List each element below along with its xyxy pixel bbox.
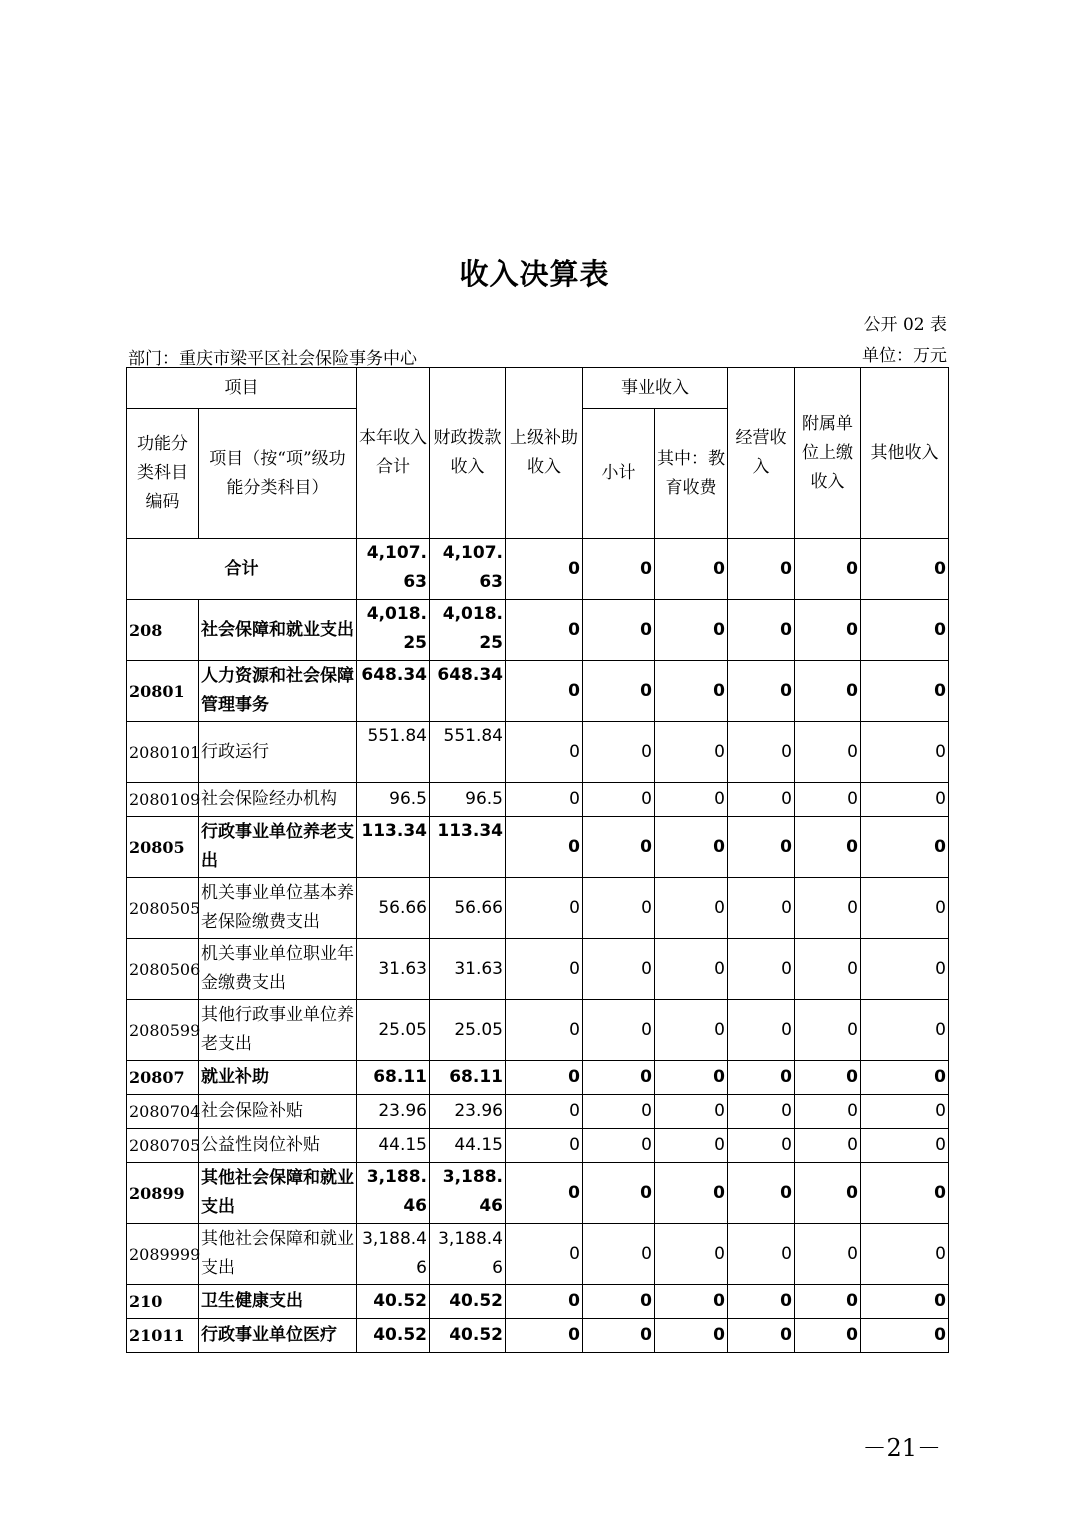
department-label: 部门：重庆市梁平区社会保险事务中心 bbox=[128, 349, 417, 369]
row-code: 2089999 bbox=[127, 1224, 199, 1285]
total-value: 0 bbox=[728, 539, 795, 600]
row-value: 23.96 bbox=[430, 1095, 506, 1129]
row-value: 0 bbox=[728, 1095, 795, 1129]
row-value: 0 bbox=[506, 661, 583, 722]
form-number: 公开 02 表 bbox=[863, 315, 947, 335]
row-name: 机关事业单位职业年金缴费支出 bbox=[199, 939, 357, 1000]
row-value: 0 bbox=[861, 878, 949, 939]
row-value: 0 bbox=[506, 783, 583, 817]
table-row bbox=[127, 878, 949, 939]
row-value: 0 bbox=[655, 1285, 728, 1319]
row-value: 0 bbox=[861, 817, 949, 878]
row-value: 0 bbox=[728, 1163, 795, 1224]
table-row bbox=[127, 661, 949, 722]
row-value: 44.15 bbox=[430, 1129, 506, 1163]
row-value: 113.34 bbox=[430, 817, 506, 878]
row-value: 0 bbox=[728, 1129, 795, 1163]
row-code: 210 bbox=[127, 1285, 199, 1319]
row-value: 0 bbox=[861, 661, 949, 722]
row-code: 208 bbox=[127, 600, 199, 661]
row-code: 20807 bbox=[127, 1061, 199, 1095]
row-value: 0 bbox=[583, 817, 655, 878]
row-name: 社会保障和就业支出 bbox=[199, 600, 357, 661]
row-value: 0 bbox=[583, 1285, 655, 1319]
row-name: 就业补助 bbox=[199, 1061, 357, 1095]
table-row bbox=[127, 817, 949, 878]
table-row bbox=[127, 939, 949, 1000]
row-value: 0 bbox=[655, 1224, 728, 1285]
row-value: 0 bbox=[861, 1061, 949, 1095]
row-value: 0 bbox=[795, 600, 861, 661]
row-value: 0 bbox=[728, 600, 795, 661]
row-value: 0 bbox=[795, 783, 861, 817]
row-value: 0 bbox=[506, 1095, 583, 1129]
table-row bbox=[127, 1129, 949, 1163]
row-value: 40.52 bbox=[430, 1285, 506, 1319]
row-value: 0 bbox=[861, 1095, 949, 1129]
total-value: 4,107.63 bbox=[357, 539, 430, 600]
row-code: 2080599 bbox=[127, 1000, 199, 1061]
row-value: 0 bbox=[795, 878, 861, 939]
row-value: 44.15 bbox=[357, 1129, 430, 1163]
row-value: 56.66 bbox=[357, 878, 430, 939]
row-value: 96.5 bbox=[357, 783, 430, 817]
header-item: 项目 bbox=[127, 368, 357, 409]
row-value: 0 bbox=[655, 722, 728, 783]
row-value: 40.52 bbox=[430, 1319, 506, 1353]
row-value: 0 bbox=[861, 600, 949, 661]
row-value: 0 bbox=[795, 661, 861, 722]
total-value: 0 bbox=[861, 539, 949, 600]
row-value: 0 bbox=[861, 1000, 949, 1061]
header-operating: 经营收入 bbox=[728, 368, 795, 539]
row-value: 0 bbox=[728, 1319, 795, 1353]
row-value: 0 bbox=[506, 1319, 583, 1353]
row-value: 3,188.46 bbox=[430, 1224, 506, 1285]
row-value: 648.34 bbox=[430, 661, 506, 722]
row-value: 0 bbox=[506, 600, 583, 661]
row-value: 40.52 bbox=[357, 1285, 430, 1319]
row-value: 3,188.46 bbox=[357, 1163, 430, 1224]
row-value: 0 bbox=[728, 1000, 795, 1061]
row-value: 551.84 bbox=[430, 722, 506, 783]
header-name: 项目（按“项”级功能分类科目） bbox=[199, 409, 357, 539]
row-value: 0 bbox=[795, 1224, 861, 1285]
table-row bbox=[127, 1095, 949, 1129]
header-fiscal: 财政拨款收入 bbox=[430, 368, 506, 539]
row-value: 0 bbox=[583, 783, 655, 817]
table-body bbox=[127, 539, 949, 1353]
row-value: 0 bbox=[861, 1285, 949, 1319]
table-row bbox=[127, 783, 949, 817]
row-code: 2080109 bbox=[127, 783, 199, 817]
row-value: 0 bbox=[655, 1061, 728, 1095]
total-value: 4,107.63 bbox=[430, 539, 506, 600]
row-value: 0 bbox=[583, 600, 655, 661]
row-value: 0 bbox=[655, 817, 728, 878]
row-value: 0 bbox=[655, 661, 728, 722]
page-title: 收入决算表 bbox=[459, 257, 610, 291]
header-business: 事业收入 bbox=[583, 368, 728, 409]
row-value: 0 bbox=[506, 1129, 583, 1163]
row-value: 0 bbox=[506, 878, 583, 939]
table-row bbox=[127, 1285, 949, 1319]
row-value: 0 bbox=[795, 939, 861, 1000]
row-name: 其他社会保障和就业支出 bbox=[199, 1224, 357, 1285]
row-value: 68.11 bbox=[357, 1061, 430, 1095]
row-value: 31.63 bbox=[357, 939, 430, 1000]
total-value: 0 bbox=[506, 539, 583, 600]
row-value: 0 bbox=[655, 1129, 728, 1163]
row-value: 0 bbox=[583, 661, 655, 722]
row-value: 4,018.25 bbox=[430, 600, 506, 661]
row-value: 0 bbox=[655, 600, 728, 661]
row-value: 0 bbox=[861, 722, 949, 783]
row-value: 0 bbox=[795, 1285, 861, 1319]
row-value: 0 bbox=[861, 1224, 949, 1285]
total-label: 合计 bbox=[127, 539, 357, 600]
row-value: 0 bbox=[583, 1319, 655, 1353]
row-value: 0 bbox=[795, 817, 861, 878]
row-value: 23.96 bbox=[357, 1095, 430, 1129]
row-value: 25.05 bbox=[430, 1000, 506, 1061]
row-code: 2080506 bbox=[127, 939, 199, 1000]
row-value: 25.05 bbox=[357, 1000, 430, 1061]
row-value: 0 bbox=[583, 1129, 655, 1163]
row-value: 31.63 bbox=[430, 939, 506, 1000]
row-code: 2080704 bbox=[127, 1095, 199, 1129]
row-code: 20899 bbox=[127, 1163, 199, 1224]
row-value: 0 bbox=[506, 1000, 583, 1061]
table-row bbox=[127, 1319, 949, 1353]
table-header bbox=[127, 368, 949, 539]
table-row-total bbox=[127, 539, 949, 600]
row-value: 40.52 bbox=[357, 1319, 430, 1353]
row-value: 0 bbox=[728, 661, 795, 722]
row-value: 0 bbox=[861, 1163, 949, 1224]
header-other: 其他收入 bbox=[861, 368, 949, 539]
row-value: 0 bbox=[861, 1319, 949, 1353]
table-row bbox=[127, 1061, 949, 1095]
row-value: 0 bbox=[795, 1319, 861, 1353]
header-total: 本年收入合计 bbox=[357, 368, 430, 539]
row-value: 0 bbox=[728, 878, 795, 939]
row-value: 3,188.46 bbox=[357, 1224, 430, 1285]
table-row bbox=[127, 1000, 949, 1061]
row-value: 0 bbox=[795, 1095, 861, 1129]
row-value: 0 bbox=[795, 1129, 861, 1163]
table-row bbox=[127, 1163, 949, 1224]
row-code: 21011 bbox=[127, 1319, 199, 1353]
row-value: 0 bbox=[583, 1163, 655, 1224]
row-name: 行政运行 bbox=[199, 722, 357, 783]
row-value: 68.11 bbox=[430, 1061, 506, 1095]
unit-label: 单位：万元 bbox=[862, 346, 947, 366]
row-name: 行政事业单位养老支出 bbox=[199, 817, 357, 878]
row-code: 2080505 bbox=[127, 878, 199, 939]
table-row bbox=[127, 600, 949, 661]
row-value: 3,188.46 bbox=[430, 1163, 506, 1224]
row-value: 0 bbox=[795, 1000, 861, 1061]
header-affiliated: 附属单位上缴收入 bbox=[795, 368, 861, 539]
row-value: 96.5 bbox=[430, 783, 506, 817]
header-edu: 其中：教育收费 bbox=[655, 409, 728, 539]
page-number: －21－ bbox=[862, 1434, 941, 1462]
row-value: 0 bbox=[506, 1061, 583, 1095]
row-value: 0 bbox=[506, 1285, 583, 1319]
row-name: 人力资源和社会保障管理事务 bbox=[199, 661, 357, 722]
row-value: 0 bbox=[506, 1163, 583, 1224]
row-value: 56.66 bbox=[430, 878, 506, 939]
row-code: 20805 bbox=[127, 817, 199, 878]
row-code: 2080705 bbox=[127, 1129, 199, 1163]
row-value: 0 bbox=[506, 939, 583, 1000]
row-value: 0 bbox=[655, 1163, 728, 1224]
row-value: 0 bbox=[583, 939, 655, 1000]
row-value: 0 bbox=[655, 1000, 728, 1061]
table-row bbox=[127, 1224, 949, 1285]
income-table bbox=[126, 367, 949, 1353]
row-name: 其他社会保障和就业支出 bbox=[199, 1163, 357, 1224]
total-value: 0 bbox=[655, 539, 728, 600]
row-value: 551.84 bbox=[357, 722, 430, 783]
row-value: 0 bbox=[795, 1061, 861, 1095]
row-value: 0 bbox=[728, 939, 795, 1000]
row-value: 648.34 bbox=[357, 661, 430, 722]
row-value: 0 bbox=[728, 1285, 795, 1319]
row-value: 0 bbox=[506, 1224, 583, 1285]
row-value: 0 bbox=[583, 1095, 655, 1129]
row-value: 0 bbox=[861, 783, 949, 817]
row-value: 0 bbox=[728, 1061, 795, 1095]
row-name: 公益性岗位补贴 bbox=[199, 1129, 357, 1163]
row-value: 0 bbox=[655, 1319, 728, 1353]
row-name: 机关事业单位基本养老保险缴费支出 bbox=[199, 878, 357, 939]
row-value: 113.34 bbox=[357, 817, 430, 878]
row-value: 0 bbox=[583, 1000, 655, 1061]
row-name: 其他行政事业单位养老支出 bbox=[199, 1000, 357, 1061]
row-name: 行政事业单位医疗 bbox=[199, 1319, 357, 1353]
row-value: 0 bbox=[583, 1061, 655, 1095]
row-value: 0 bbox=[655, 1095, 728, 1129]
row-code: 20801 bbox=[127, 661, 199, 722]
row-name: 社会保险补贴 bbox=[199, 1095, 357, 1129]
total-value: 0 bbox=[583, 539, 655, 600]
row-value: 0 bbox=[583, 878, 655, 939]
row-value: 0 bbox=[655, 878, 728, 939]
header-subtotal: 小计 bbox=[583, 409, 655, 539]
row-value: 0 bbox=[506, 722, 583, 783]
row-value: 0 bbox=[728, 817, 795, 878]
row-code: 2080101 bbox=[127, 722, 199, 783]
row-value: 0 bbox=[583, 1224, 655, 1285]
row-value: 0 bbox=[728, 722, 795, 783]
table-row bbox=[127, 722, 949, 783]
row-value: 0 bbox=[583, 722, 655, 783]
row-value: 0 bbox=[861, 939, 949, 1000]
row-value: 0 bbox=[655, 783, 728, 817]
header-superior: 上级补助收入 bbox=[506, 368, 583, 539]
row-value: 0 bbox=[506, 817, 583, 878]
row-value: 0 bbox=[795, 1163, 861, 1224]
row-value: 0 bbox=[728, 783, 795, 817]
total-value: 0 bbox=[795, 539, 861, 600]
row-value: 0 bbox=[861, 1129, 949, 1163]
row-value: 4,018.25 bbox=[357, 600, 430, 661]
header-code: 功能分类科目编码 bbox=[127, 409, 199, 539]
row-name: 社会保险经办机构 bbox=[199, 783, 357, 817]
row-value: 0 bbox=[728, 1224, 795, 1285]
row-name: 卫生健康支出 bbox=[199, 1285, 357, 1319]
row-value: 0 bbox=[655, 939, 728, 1000]
row-value: 0 bbox=[795, 722, 861, 783]
